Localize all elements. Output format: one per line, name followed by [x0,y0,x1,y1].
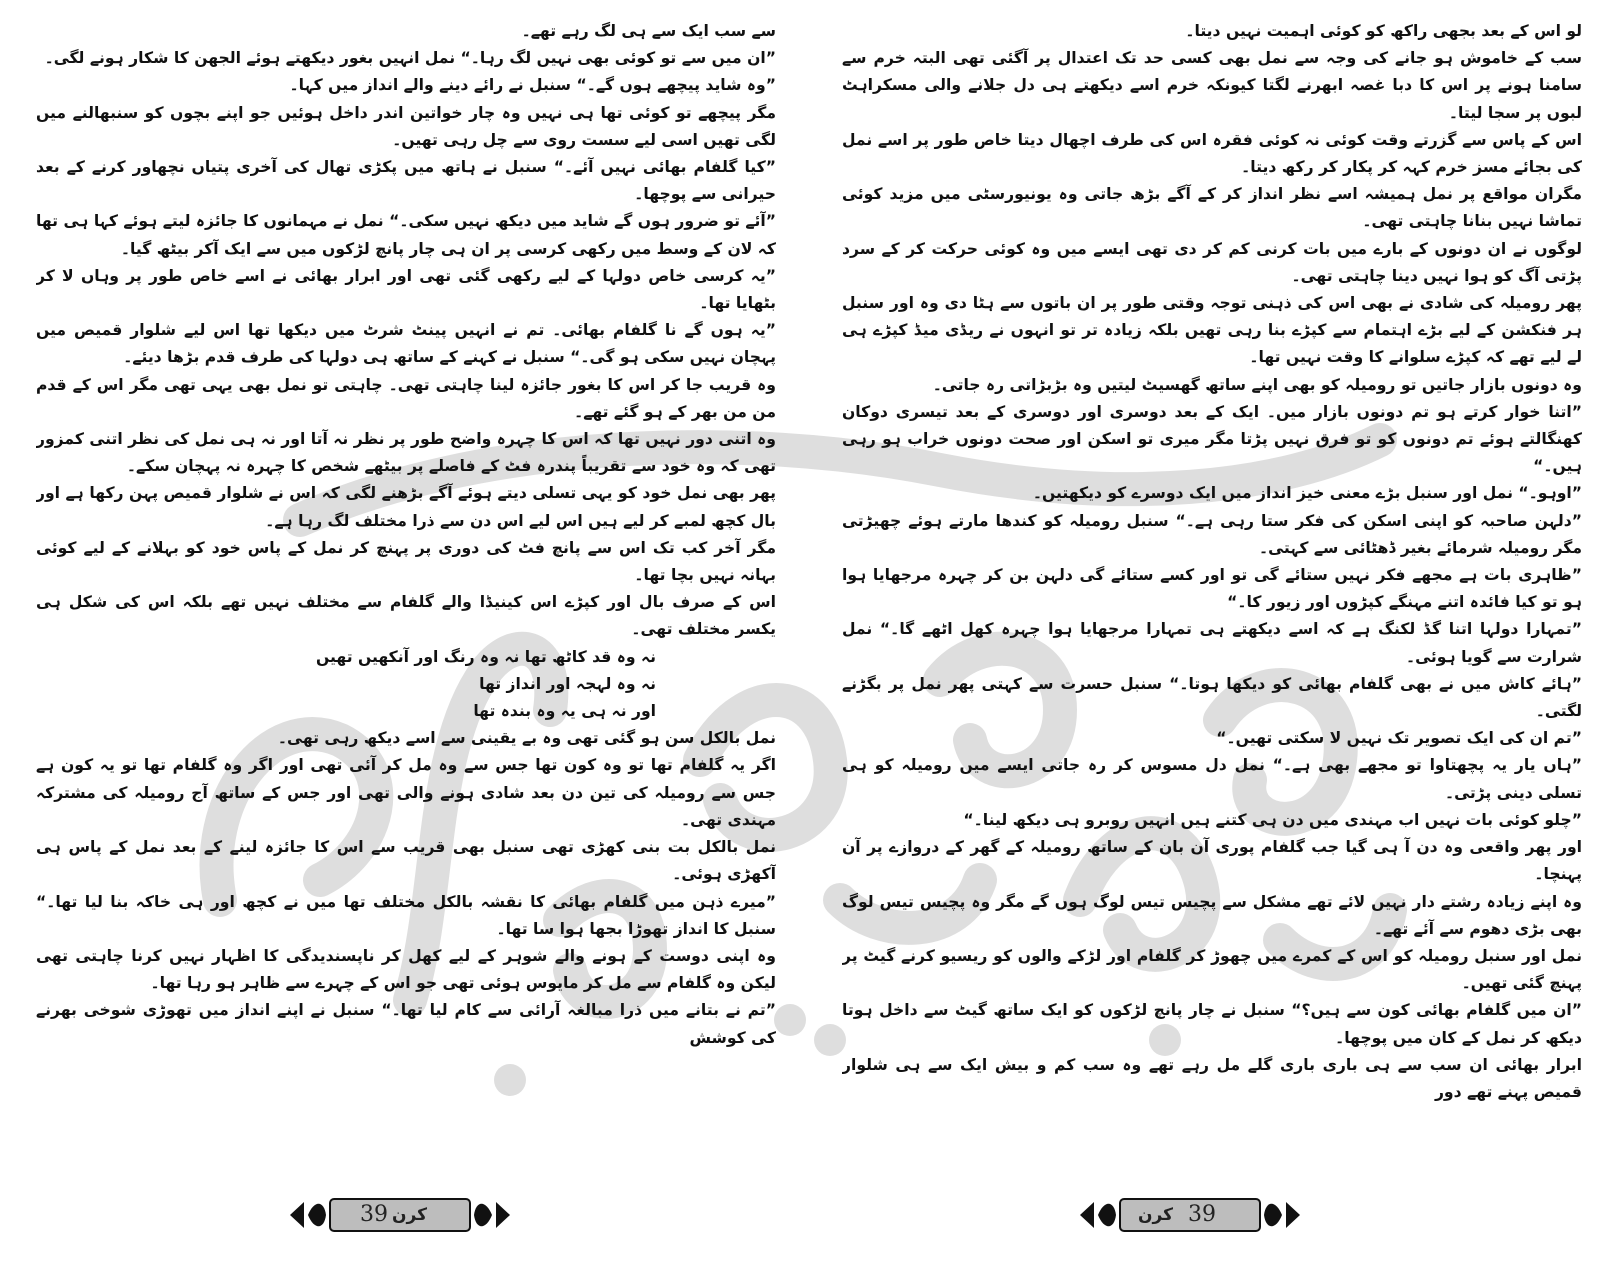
paragraph: نمل بالکل بت بنی کھڑی تھی سنبل بھی قریب سے اس کا جائزہ لینے کے بعد نمل کے پاس ہی آکھڑی ہوئی۔ [36,838,776,884]
paragraph: لوگوں نے ان دونوں کے بارے میں بات کرنی کم کر دی تھی ایسے میں وہ کوئی حرکت کر کے سرد پڑتی آگ کو ہوا نہیں دینا چاہتی تھی۔ [842,239,1582,285]
paragraph: پھر بھی نمل خود کو یہی تسلی دیتے ہوئے آگے بڑھنے لگی کہ اس نے شلوار قمیص پہن رکھا ہے اور بال کچھ لمبے کر لیے ہیں اس لیے اس دن سے ذرا مختلف لگ رہا ہے۔ [36,484,776,530]
verse-line: نہ وہ قد کاٹھ تھا نہ وہ رنگ اور آنکھیں تھیں [316,647,656,666]
paragraph: ”ہاں یار یہ پچھتاوا تو مجھے بھی ہے۔“ نمل دل مسوس کر رہ جاتی ایسے میں رومیلہ کو ہی تسلی دینی پڑتی۔ [842,756,1582,802]
paragraph: ”ظاہری بات ہے مجھے فکر نہیں ستائے گی تو اور کسے ستائے گی دلہن بن کر چہرہ مرجھایا ہوا ہو تو کیا فائدہ اتنے مہنگے کپڑوں اور زیور کا۔“ [842,566,1582,612]
paragraph: اور پھر واقعی وہ دن آ ہی گیا جب گلفام پوری آن بان کے ساتھ رومیلہ کے گھر کے دروازے پر آن پہنچا۔ [842,838,1582,884]
paragraph: اس کے صرف بال اور کپڑے اس کینیڈا والے گلفام سے مختلف نہیں تھے بلکہ اس کی شکل ہی یکسر مختلف تھی۔ [36,593,776,639]
paragraph: ”تم نے بتانے میں ذرا مبالغہ آرائی سے کام لیا تھا۔“ سنبل نے اپنے انداز میں تھوڑی شوخی بھرنے کی کوشش [36,1001,776,1047]
paragraph: نمل بالکل سن ہو گئی تھی وہ بے یقینی سے اسے دیکھ رہی تھی۔ [277,729,776,748]
paragraph: ”یہ کرسی خاص دولہا کے لیے رکھی گئی تھی اور ابرار بھائی نے اسے خاص طور پر وہاں لا کر بٹھایا تھا۔ [36,266,776,313]
paragraph: ”تم ان کی ایک تصویر تک نہیں لا سکتی تھیں۔“ [1216,729,1582,748]
paragraph: ”اتنا خوار کرتے ہو تم دونوں بازار میں۔ ایک کے بعد دوسری اور دوسری کے بعد تیسری دوکان کھنگالتے ہوئے تم دونوں کو تو فرق نہیں پڑتا مگر میری تو اسکن اور صحت دونوں خراب ہو رہی ہیں۔“ [842,402,1582,476]
paragraph: پھر رومیلہ کی شادی نے بھی اس کی ذہنی توجہ وقتی طور پر ان باتوں سے ہٹا دی وہ اور سنبل ہر فنکشن کے لیے بڑے اہتمام سے کپڑے بنا رہی تھیں بلکہ زیادہ تر تو انہوں نے ریڈی میڈ کپڑے ہی لے لیے تھے کہ کپڑے سلوانے کا وقت نہیں تھا۔ [842,294,1582,367]
paragraph: ”چلو کوئی بات نہیں اب مہندی میں دن ہی کتنے ہیں انہیں روبرو ہی دیکھ لینا۔“ [963,810,1582,829]
paragraph: وہ اپنی دوست کے ہونے والے شوہر کے لیے کھل کر ناپسندیدگی کا اظہار نہیں کرنا چاہتی تھی لیکن وہ گلفام سے مل کر مایوس ہوئی تھی جو اس کے چہرے سے ظاہر ہو رہا تھا۔ [36,946,776,993]
paragraph: ”آئے تو ضرور ہوں گے شاید میں دیکھ نہیں سکی۔“ نمل نے مہمانوں کا جائزہ لیتے ہوئے کہا ہی تھا کہ لان کے وسط میں رکھی کرسی پر ان ہی چار پانچ لڑکوں میں سے ایک آکر بیٹھ گیا۔ [36,212,776,258]
paragraph: ”ان میں گلفام بھائی کون سے ہیں؟“ سنبل نے چار پانچ لڑکوں کو ایک ساتھ گیٹ سے داخل ہوتا دیکھ کر نمل کے کان میں پوچھا۔ [842,1001,1582,1047]
paragraph: ”تمہارا دولہا اتنا گڈ لکنگ ہے کہ اسے دیکھتے ہی تمہارا مرجھایا ہوا چہرہ کھل اٹھے گا۔“ نمل شرارت سے گویا ہوئی۔ [842,620,1582,666]
paragraph: ”وہ شاید پیچھے ہوں گے۔“ سنبل نے رائے دینے والے انداز میں کہا۔ [289,76,776,95]
verse-line: نہ وہ لہجہ اور انداز تھا [479,674,656,693]
magazine-name: کرن [1138,1205,1173,1225]
paragraph: ”اوہو۔“ نمل اور سنبل بڑے معنی خیز انداز میں ایک دوسرے کو دیکھتیں۔ [1032,484,1582,503]
left-page-column [36,18,776,1158]
paragraph: ابرار بھائی ان سب سے ہی باری باری گلے مل رہے تھے وہ سب کم و بیش ایک سے ہی شلوار قمیص پہنے تھے دور [842,1055,1582,1101]
paragraph: مگران مواقع پر نمل ہمیشہ اسے نظر انداز کر کے آگے بڑھ جاتی وہ یونیورسٹی میں مزید کوئی تماشا نہیں بنانا چاہتی تھی۔ [842,185,1582,231]
magazine-name: کرن [392,1205,427,1225]
paragraph: نمل اور سنبل رومیلہ کو اس کے کمرے میں چھوڑ کر گلفام اور لڑکے والوں کو ریسیو کرنے گیٹ پر پہنچ گئی تھیں۔ [842,946,1582,993]
paragraph: ”کیا گلفام بھائی نہیں آئے۔“ سنبل نے ہاتھ میں پکڑی تھال کی آخری پتیاں نچھاور کرنے کے بعد حیرانی سے پوچھا۔ [36,158,776,204]
paragraph: اس کے پاس سے گزرتے وقت کوئی نہ کوئی فقرہ اس کی طرف اچھال دیتا خاص طور پر اسے نمل کی بجائے مسز خرم کہہ کر پکار کر رکھ دیتا۔ [842,130,1582,177]
paragraph: سے سب ایک سے ہی لگ رہے تھے۔ [521,22,776,40]
left-page-footer [290,1192,510,1238]
paragraph: سب کے خاموش ہو جانے کی وجہ سے نمل بھی کسی حد تک اعتدال پر آگئی تھی البتہ خرم سے سامنا ہونے پر اس کا دبا غصہ ابھرنے لگتا کیونکہ خرم اسے دیکھتے ہی دل جلانے والی مسکراہٹ لبوں پر سجا لیتا۔ [842,49,1582,122]
verse-line: اور نہ ہی یہ وہ بندہ تھا [473,702,656,721]
paragraph: مگر پیچھے تو کوئی تھا ہی نہیں وہ چار خواتین اندر داخل ہوئیں جو اپنے بچوں کو سنبھالنے میں لگی تھیں اسی لیے سست روی سے چل رہی تھیں۔ [36,103,776,149]
paragraph: مگر آخر کب تک اس سے پانچ فٹ کی دوری پر پہنچ کر نمل کے پاس خود کو بہلانے کے لیے کوئی بہانہ نہیں بچا تھا۔ [36,538,776,585]
paragraph: ”ان میں سے تو کوئی بھی نہیں لگ رہا۔“ نمل انہیں بغور دیکھتے ہوئے الجھن کا شکار ہونے لگی۔ [44,49,776,68]
paragraph: وہ اتنی دور نہیں تھا کہ اس کا چہرہ واضح طور پر نظر نہ آتا اور نہ ہی نمل کی نظر اتنی کمزور تھی کہ وہ خود سے تقریباً پندرہ فٹ کے فاصلے پر بیٹھے شخص کا چہرہ نہ پہچان سکے۔ [36,430,776,476]
page-number: 39 [360,1202,388,1227]
paragraph: وہ قریب جا کر اس کا بغور جائزہ لینا چاہتی تھی۔ چاہتی تو نمل بھی یہی تھی مگر اس کے قدم من من بھر کے ہو گئے تھے۔ [36,375,776,421]
paragraph: وہ اپنے زیادہ رشتے دار نہیں لائے تھے مشکل سے پچیس تیس لوگ ہوں گے مگر وہ پچیس تیس لوگ بھی بڑی دھوم سے آئے تھے۔ [842,892,1582,938]
page-number: 39 [1188,1202,1216,1227]
right-page-footer [1080,1192,1300,1238]
paragraph: ”دلہن صاحبہ کو اپنی اسکن کی فکر ستا رہی ہے۔“ سنبل رومیلہ کو کندھا مارتے ہوئے چھیڑتی مگر رومیلہ شرمائے بغیر ڈھٹائی سے کہتی۔ [842,511,1582,557]
paragraph: ”یہ ہوں گے نا گلفام بھائی۔ تم نے انہیں پینٹ شرٹ میں دیکھا تھا اس لیے شلوار قمیص میں پہچان نہیں سکی ہو گی۔“ سنبل نے کہنے کے ساتھ ہی دولہا کی طرف قدم بڑھا دیئے۔ [36,321,776,367]
paragraph: وہ دونوں بازار جاتیں تو رومیلہ کو بھی اپنے ساتھ گھسیٹ لیتیں وہ بڑبڑاتی رہ جاتی۔ [932,375,1582,394]
paragraph: ”ہائے کاش میں نے بھی گلفام بھائی کو دیکھا ہوتا۔“ سنبل حسرت سے کہتی پھر نمل پر بگڑنے لگتی۔ [842,674,1582,721]
right-page-column [842,18,1582,1158]
paragraph: ”میرے ذہن میں گلفام بھائی کا نقشہ بالکل مختلف تھا میں نے کچھ اور ہی خاکہ بنا لیا تھا۔“ سنبل کا انداز تھوڑا بجھا ہوا سا تھا۔ [36,892,776,938]
paragraph: لو اس کے بعد بجھی راکھ کو کوئی اہمیت نہیں دیتا۔ [1185,22,1582,40]
paragraph: اگر یہ گلفام تھا تو وہ کون تھا جس سے وہ مل کر آئی تھی اور اگر وہ گلفام تھا تو یہ کون ہے جس سے رومیلہ کی تین دن بعد شادی ہونے والی تھی اور جس کے ساتھ آج رومیلہ کی مشترکہ مہندی تھی۔ [36,756,776,829]
